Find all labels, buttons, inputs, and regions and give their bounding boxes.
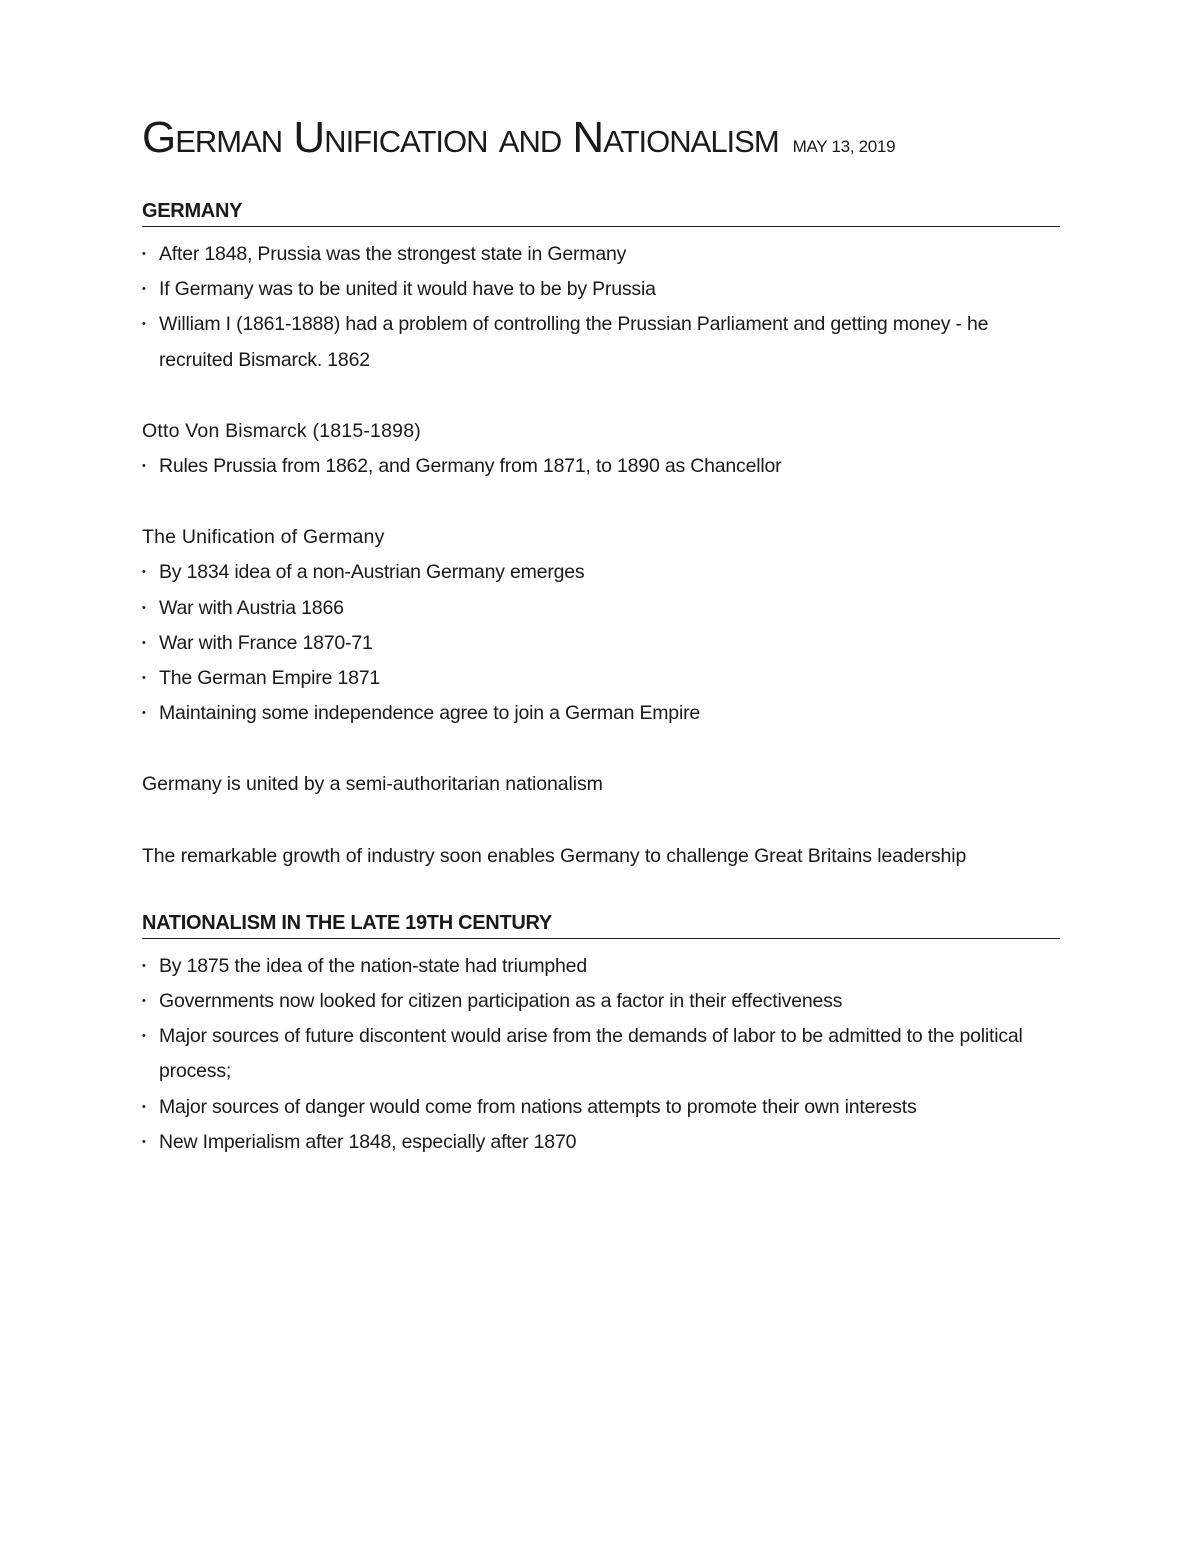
document-date: MAY 13, 2019 — [792, 137, 896, 156]
list-item — [142, 555, 1060, 590]
nationalism-bullet-list — [142, 949, 1060, 1160]
list-item-text: War with Austria 1866 — [159, 596, 344, 619]
germany-bullet-list — [142, 237, 1060, 378]
list-item — [142, 1090, 1060, 1125]
list-item-text: Rules Prussia from 1862, and Germany from 1871, to 1890 as Chancellor — [159, 455, 782, 478]
bullet-icon: • — [142, 566, 146, 579]
list-item — [142, 1019, 1060, 1089]
bullet-icon: • — [142, 959, 146, 972]
document-title: German Unification and Nationalism — [142, 113, 779, 162]
subheading-unification: The Unification of Germany — [142, 526, 385, 549]
paragraph-semi-authoritarian: Germany is united by a semi-authoritarian nationalism — [142, 773, 603, 796]
bullet-icon: • — [142, 601, 146, 614]
list-item — [142, 449, 1060, 484]
list-item — [142, 626, 1060, 661]
list-item-text: If Germany was to be united it would have to be by Prussia — [159, 278, 656, 301]
list-item-text: William I (1861-1888) had a problem of controlling the Prussian Parliament and getting money - he recruited Bismarck. 1862 — [159, 313, 989, 371]
list-item — [142, 661, 1060, 696]
paragraph-industry-growth: The remarkable growth of industry soon enables Germany to challenge Great Britains leadership — [142, 844, 967, 867]
bullet-icon: • — [142, 1030, 146, 1043]
list-item — [142, 591, 1060, 626]
bullet-icon: • — [142, 460, 146, 473]
list-item-text: By 1875 the idea of the nation-state had triumphed — [159, 954, 587, 977]
bullet-icon: • — [142, 1100, 146, 1113]
bismarck-bullet-list — [142, 449, 1060, 484]
bullet-icon: • — [142, 1135, 146, 1148]
bullet-icon: • — [142, 318, 146, 331]
list-item — [142, 949, 1060, 984]
unification-bullet-list — [142, 555, 1060, 731]
list-item — [142, 307, 1060, 377]
list-item-text: Governments now looked for citizen participation as a factor in their effectiveness — [159, 990, 843, 1013]
list-item-text: Major sources of danger would come from nations attempts to promote their own interests — [159, 1095, 917, 1118]
list-item — [142, 237, 1060, 272]
document-content — [142, 110, 1060, 1160]
title-row — [142, 110, 1060, 166]
list-item — [142, 1125, 1060, 1160]
list-item — [142, 696, 1060, 731]
subheading-bismarck: Otto Von Bismarck (1815-1898) — [142, 419, 421, 442]
section-heading-germany: GERMANY — [142, 198, 1060, 227]
bullet-icon: • — [142, 672, 146, 685]
list-item-text: War with France 1870-71 — [159, 631, 373, 654]
list-item-text: The German Empire 1871 — [159, 667, 381, 690]
section-heading-nationalism: NATIONALISM IN THE LATE 19TH CENTURY — [142, 910, 1060, 939]
list-item-text: After 1848, Prussia was the strongest state in Germany — [159, 243, 627, 265]
bullet-icon: • — [142, 707, 146, 720]
list-item-text: Maintaining some independence agree to join a German Empire — [159, 702, 701, 725]
bullet-icon: • — [142, 283, 146, 296]
bullet-icon: • — [142, 636, 146, 649]
bullet-icon: • — [142, 248, 146, 260]
list-item — [142, 272, 1060, 307]
list-item-text: By 1834 idea of a non-Austrian Germany emerges — [159, 561, 585, 584]
list-item-text: Major sources of future discontent would arise from the demands of labor to be admitted to the political process; — [159, 1025, 1023, 1083]
bullet-icon: • — [142, 995, 146, 1008]
list-item-text: New Imperialism after 1848, especially after 1870 — [159, 1130, 577, 1153]
list-item — [142, 984, 1060, 1019]
